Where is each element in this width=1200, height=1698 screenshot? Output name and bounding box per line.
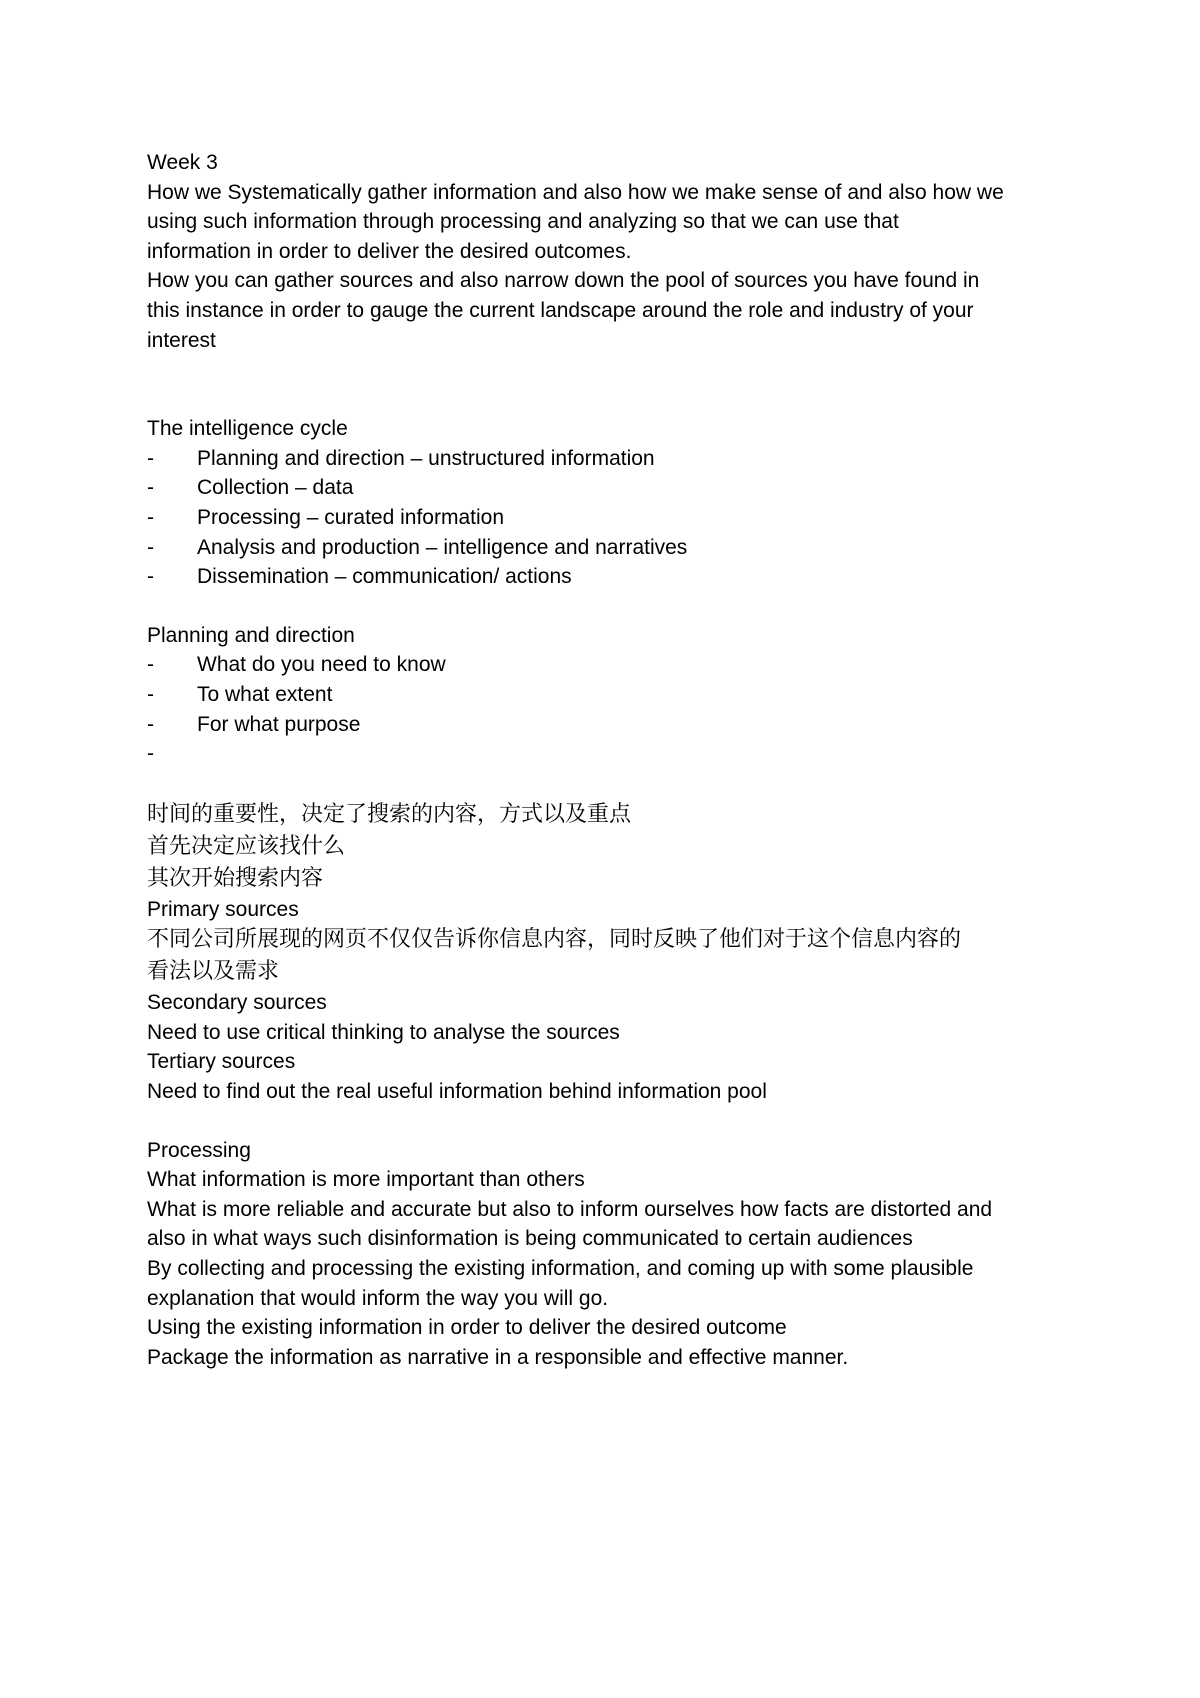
list-item: [147, 739, 1067, 769]
secondary-sources-heading: Secondary sources: [147, 991, 327, 1015]
list-item: [147, 562, 1067, 592]
list-item: [147, 473, 1067, 503]
list-item-text: Collection – data: [197, 476, 354, 500]
section-heading: Processing: [147, 1138, 251, 1162]
processing-line: What is more reliable and accurate but also to inform ourselves how facts are distorted and: [147, 1197, 993, 1221]
processing-line: Using the existing information in order to deliver the desired outcome: [147, 1316, 787, 1340]
chinese-note-line: 时间的重要性，决定了搜索的内容，方式以及重点: [147, 801, 632, 827]
primary-sources-heading: Primary sources: [147, 897, 299, 921]
list-item-text: Planning and direction – unstructured information: [197, 446, 655, 470]
processing-line: also in what ways such disinformation is being communicated to certain audiences: [147, 1227, 913, 1251]
bullet-marker: -: [147, 682, 154, 706]
processing-line: What information is more important than others: [147, 1168, 585, 1192]
list-item: [147, 444, 1067, 474]
bullet-marker: -: [147, 712, 154, 736]
chinese-note-line: 首先决定应该找什么: [147, 833, 346, 859]
spacer: [147, 1107, 1067, 1136]
list-item: [147, 650, 1067, 680]
secondary-sources-note: Need to use critical thinking to analyse the sources: [147, 1020, 620, 1044]
processing-section: [147, 1136, 1067, 1373]
bullet-marker: -: [147, 446, 154, 470]
list-item: [147, 533, 1067, 563]
tertiary-sources-note: Need to find out the real useful information behind information pool: [147, 1080, 767, 1104]
list-item: [147, 503, 1067, 533]
bullet-marker: -: [147, 565, 154, 589]
spacer: [147, 355, 1067, 414]
primary-sources-note: 不同公司所展现的网页不仅仅告诉你信息内容，同时反映了他们对于这个信息内容的: [147, 927, 962, 953]
intro-line: using such information through processing and analyzing so that we can use that: [147, 210, 899, 234]
section-heading: The intelligence cycle: [147, 417, 348, 441]
processing-line: By collecting and processing the existing information, and coming up with some plausible: [147, 1257, 974, 1281]
list-item: [147, 710, 1067, 740]
chinese-notes: [147, 799, 1067, 895]
document-page: [147, 148, 1067, 1372]
spacer: [147, 592, 1067, 621]
list-item-text: What do you need to know: [197, 653, 446, 677]
processing-line: Package the information as narrative in a responsible and effective manner.: [147, 1345, 849, 1369]
list-item-text: For what purpose: [197, 712, 361, 736]
list-item-text: Dissemination – communication/ actions: [197, 565, 572, 589]
intro-line: this instance in order to gauge the current landscape around the role and industry of your: [147, 298, 974, 322]
spacer: [147, 769, 1067, 795]
intro-paragraph: [147, 178, 1067, 356]
list-item: [147, 680, 1067, 710]
primary-sources-note: 看法以及需求: [147, 959, 280, 985]
list-item-text: Processing – curated information: [197, 505, 504, 529]
section-heading: Planning and direction: [147, 623, 355, 647]
document-title: Week 3: [147, 151, 218, 174]
intelligence-cycle-section: [147, 414, 1067, 592]
planning-section: [147, 621, 1067, 769]
intro-line: How we Systematically gather information and also how we make sense of and also how we: [147, 180, 1004, 204]
processing-line: explanation that would inform the way you will go.: [147, 1286, 609, 1310]
list-item-text: Analysis and production – intelligence and narratives: [197, 535, 688, 559]
chinese-note-line: 其次开始搜索内容: [147, 865, 324, 891]
bullet-marker: -: [147, 476, 154, 500]
bullet-marker: -: [147, 505, 154, 529]
intro-line: information in order to deliver the desired outcomes.: [147, 239, 632, 263]
bullet-marker: -: [147, 742, 154, 766]
list-item-text: To what extent: [197, 682, 333, 706]
intro-line: interest: [147, 328, 216, 352]
bullet-marker: -: [147, 535, 154, 559]
tertiary-sources-heading: Tertiary sources: [147, 1050, 296, 1074]
intro-line: How you can gather sources and also narrow down the pool of sources you have found in: [147, 269, 980, 293]
bullet-marker: -: [147, 653, 154, 677]
sources-section: [147, 895, 1067, 1107]
